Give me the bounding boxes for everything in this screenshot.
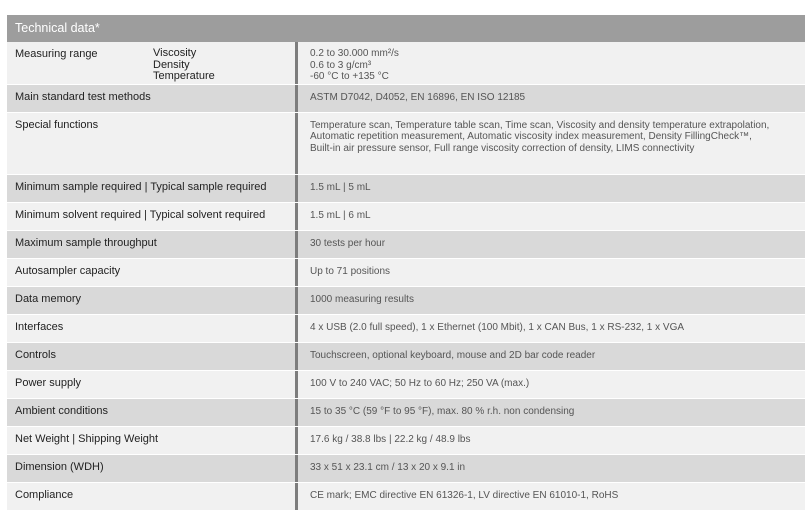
- row-label: Data memory: [15, 293, 82, 305]
- row-label: Maximum sample throughput: [15, 237, 157, 249]
- row-label: Net Weight | Shipping Weight: [15, 433, 159, 445]
- table-row: [7, 85, 805, 113]
- value-density: 0.6 to 3 g/cm³: [310, 59, 372, 71]
- value-viscosity: 0.2 to 30.000 mm²/s: [310, 48, 399, 59]
- table-row: [7, 399, 805, 427]
- row-label: Minimum sample required | Typical sample required: [15, 181, 267, 193]
- row-value: 100 V to 240 VAC; 50 Hz to 60 Hz; 250 VA (max.): [310, 378, 530, 389]
- table-row: [7, 371, 805, 399]
- table-row: [7, 455, 805, 483]
- row-value: CE mark; EMC directive EN 61326-1, LV directive EN 61010-1, RoHS: [310, 490, 619, 501]
- row-label: Main standard test methods: [15, 91, 151, 103]
- row-label: Special functions: [15, 119, 99, 131]
- row-label: Interfaces: [15, 321, 64, 333]
- row-value: 33 x 51 x 23.1 cm / 13 x 20 x 9.1 in: [310, 462, 466, 473]
- value-temperature: -60 °C to +135 °C: [310, 71, 389, 83]
- row-label: Ambient conditions: [15, 405, 108, 417]
- measuring-range-sub-labels: [153, 48, 215, 83]
- table-row: [7, 483, 805, 511]
- table-row: [7, 315, 805, 343]
- row-value: 17.6 kg / 38.8 lbs | 22.2 kg / 48.9 lbs: [310, 434, 471, 445]
- row-value: Touchscreen, optional keyboard, mouse and 2D bar code reader: [310, 350, 596, 361]
- row-label: Dimension (WDH): [15, 461, 104, 473]
- row-value: [298, 42, 805, 84]
- sub-label-viscosity: Viscosity: [153, 47, 197, 59]
- table-row: [7, 343, 805, 371]
- table-row: [7, 259, 805, 287]
- technical-data-table: [7, 15, 805, 511]
- table-row: [7, 287, 805, 315]
- row-label: Controls: [15, 349, 56, 361]
- table-header: Technical data*: [7, 15, 805, 42]
- row-value: 1.5 mL | 5 mL: [310, 182, 371, 193]
- table-row: [7, 203, 805, 231]
- row-value: Temperature scan, Temperature table scan, Time scan, Viscosity and density temperature extrapolation, Automatic repetition measurement, Automatic viscosity index measurement, Density FillingCheck™, Built-in air pressure sensor, Full range viscosity correction of density, LIMS connectivity: [310, 120, 770, 154]
- row-label: Autosampler capacity: [15, 265, 121, 277]
- table-row: [7, 231, 805, 259]
- row-label: Power supply: [15, 377, 82, 389]
- row-label: Compliance: [15, 489, 74, 501]
- sub-label-temperature: Temperature: [153, 70, 215, 83]
- row-value: 30 tests per hour: [310, 238, 386, 249]
- row-label: [7, 42, 295, 84]
- row-value: 4 x USB (2.0 full speed), 1 x Ethernet (100 Mbit), 1 x CAN Bus, 1 x RS-232, 1 x VGA: [310, 322, 685, 333]
- row-value: 1000 measuring results: [310, 294, 414, 305]
- measuring-range-label: Measuring range: [15, 48, 98, 60]
- table-row: [7, 427, 805, 455]
- row-label: Minimum solvent required | Typical solvent required: [15, 209, 266, 221]
- table-row-measuring-range: [7, 42, 805, 85]
- table-row: [7, 175, 805, 203]
- row-value: 1.5 mL | 6 mL: [310, 210, 371, 221]
- table-row: [7, 113, 805, 175]
- row-value: Up to 71 positions: [310, 266, 391, 277]
- row-value: 15 to 35 °C (59 °F to 95 °F), max. 80 % r.h. non condensing: [310, 406, 575, 417]
- sub-label-density: Density: [153, 58, 190, 71]
- row-value: ASTM D7042, D4052, EN 16896, EN ISO 12185: [310, 92, 526, 103]
